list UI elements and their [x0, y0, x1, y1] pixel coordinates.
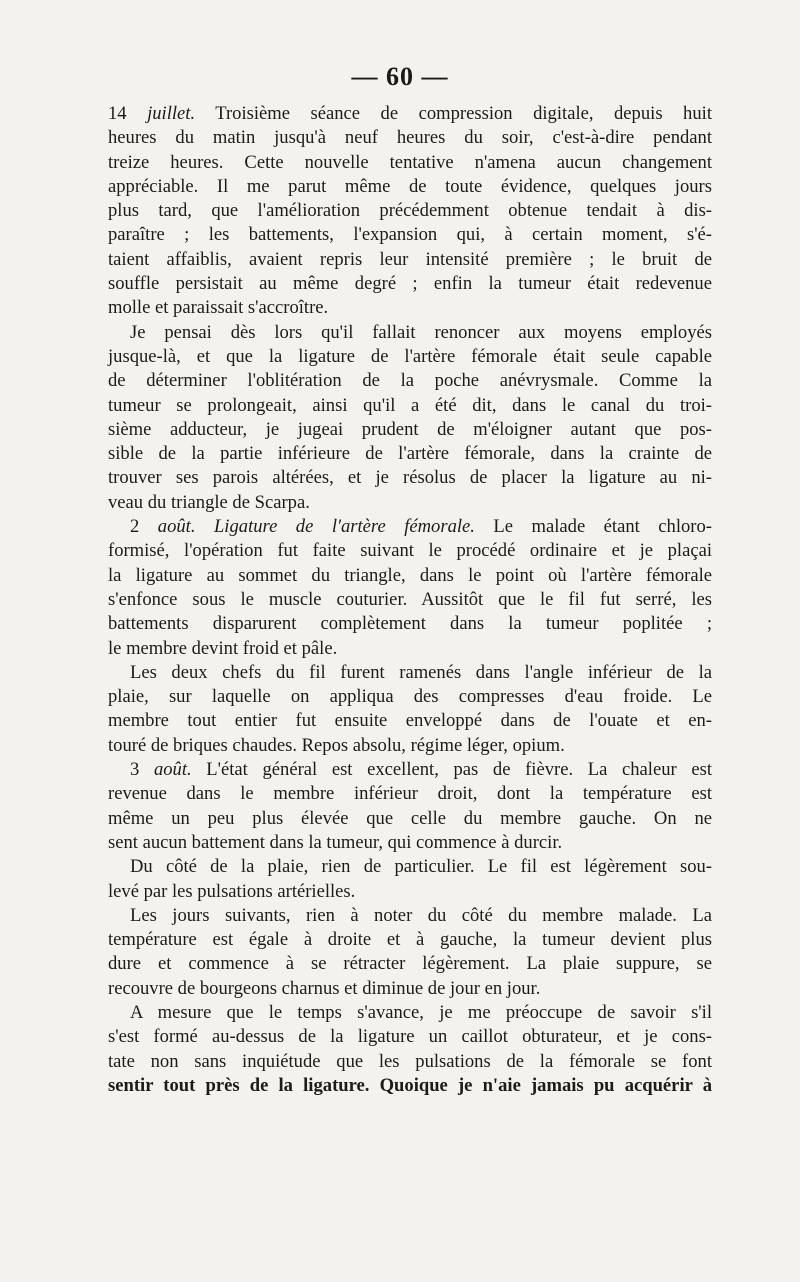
- text-line: dure et commence à se rétracter légèrement. La plaie suppure, se: [108, 953, 712, 975]
- text-line: jusque-là, et que la ligature de l'artère fémorale était seule capable: [108, 345, 712, 367]
- paragraph-3: [108, 515, 712, 661]
- text-line: s'est formé au-dessus de la ligature un caillot obturateur, et je cons-: [108, 1026, 712, 1048]
- text-line: de déterminer l'oblitération de la poche anévrysmale. Comme la: [108, 370, 712, 392]
- text-line: Je pensai dès lors qu'il fallait renoncer aux moyens employés: [130, 321, 712, 343]
- text-line: trouver ses parois altérées, et je résolus de placer la ligature au ni-: [108, 467, 712, 489]
- text-line: revenue dans le membre inférieur droit, dont la température est: [108, 783, 712, 805]
- text-line: Les jours suivants, rien à noter du côté du membre malade. La: [130, 904, 712, 926]
- text-line: recouvre de bourgeons charnus et diminue de jour en jour.: [108, 977, 541, 999]
- text-line: le membre devint froid et pâle.: [108, 637, 338, 659]
- text-line: 2 août. Ligature de l'artère fémorale. Le malade étant chloro-: [130, 516, 712, 538]
- text-line: membre tout entier fut ensuite enveloppé dans de l'ouate et en-: [108, 710, 712, 732]
- text-line: veau du triangle de Scarpa.: [108, 491, 310, 513]
- text-line: s'enfonce sous le muscle couturier. Aussitôt que le fil fut serré, les: [108, 588, 712, 610]
- text-line: sième adducteur, je jugeai prudent de m'éloigner autant que pos-: [108, 418, 712, 440]
- text-line: formisé, l'opération fut faite suivant le procédé ordinaire et je plaçai: [108, 540, 712, 562]
- text-line: la ligature au sommet du triangle, dans le point où l'artère fémorale: [108, 564, 712, 586]
- text-line: appréciable. Il me parut même de toute évidence, quelques jours: [108, 175, 712, 197]
- text-line: 14 juillet. Troisième séance de compression digitale, depuis huit: [108, 103, 712, 124]
- text-line: levé par les pulsations artérielles.: [108, 880, 356, 902]
- paragraph-2: [108, 321, 712, 515]
- paragraph-7: [108, 904, 712, 1001]
- text-line: souffle persistait au même degré ; enfin la tumeur était redevenue: [108, 273, 712, 295]
- text-line: heures du matin jusqu'à neuf heures du soir, c'est-à-dire pendant: [108, 127, 712, 149]
- text-line: sible de la partie inférieure de l'artère fémorale, dans la crainte de: [108, 443, 712, 465]
- text-line: battements disparurent complètement dans la tumeur poplitée ;: [108, 613, 712, 635]
- text-line: Du côté de la plaie, rien de particulier. Le fil est légèrement sou-: [130, 856, 712, 878]
- text-line: 3 août. L'état général est excellent, pas de fièvre. La chaleur est: [130, 759, 712, 781]
- text-line: touré de briques chaudes. Repos absolu, régime léger, opium.: [108, 734, 565, 756]
- text-line: même un peu plus élevée que celle du membre gauche. On ne: [108, 807, 712, 829]
- paragraph-5: [108, 758, 712, 855]
- text-line: plaie, sur laquelle on appliqua des compresses d'eau froide. Le: [108, 686, 712, 708]
- text-line: taient affaiblis, avaient repris leur intensité première ; le bruit de: [108, 248, 712, 270]
- text-line: paraître ; les battements, l'expansion qui, à certain moment, s'é-: [108, 224, 712, 246]
- text-line: Les deux chefs du fil furent ramenés dans l'angle inférieur de la: [130, 661, 712, 683]
- text-line: sentir tout près de la ligature. Quoique je n'aie jamais pu acquérir à: [108, 1074, 712, 1096]
- text-line: tate non sans inquiétude que les pulsations de la fémorale se font: [108, 1050, 712, 1072]
- body-text: [108, 102, 712, 1098]
- text-line: treize heures. Cette nouvelle tentative n'amena aucun changement: [108, 151, 712, 173]
- paragraph-1: [108, 102, 712, 321]
- paragraph-4: [108, 661, 712, 758]
- paragraph-8: [108, 1001, 712, 1098]
- text-line: molle et paraissait s'accroître.: [108, 297, 329, 319]
- paragraph-6: [108, 855, 712, 904]
- text-line: A mesure que le temps s'avance, je me préoccupe de savoir s'il: [130, 1001, 712, 1023]
- text-line: température est égale à droite et à gauche, la tumeur devient plus: [108, 929, 712, 951]
- text-line: plus tard, que l'amélioration précédemment obtenue tendait à dis-: [108, 200, 712, 222]
- page-number: — 60 —: [351, 62, 449, 91]
- text-line: sent aucun battement dans la tumeur, qui commence à durcir.: [108, 831, 563, 853]
- text-line: tumeur se prolongeait, ainsi qu'il a été dit, dans le canal du troi-: [108, 394, 712, 416]
